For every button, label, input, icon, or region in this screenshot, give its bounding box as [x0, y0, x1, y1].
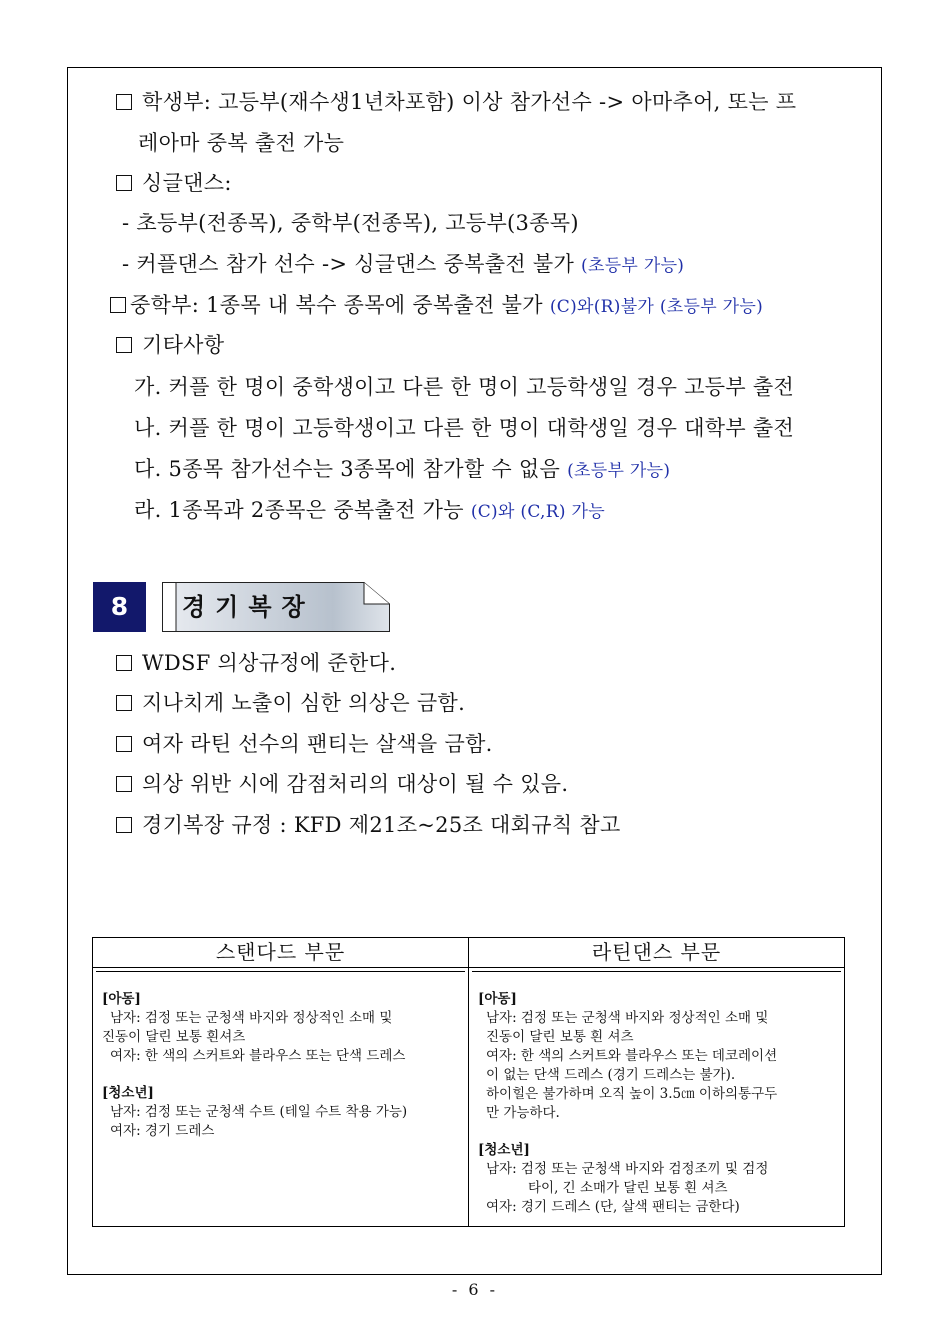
latin-youth-male-cont: 타이, 긴 소매가 달린 보통 흰 셔츠	[528, 1180, 728, 1196]
latin-child-heel: 하이힐은 불가하며 오직 높이 3.5㎝ 이하의통구두	[486, 1086, 778, 1102]
standard-youth-male: 남자: 검정 또는 군청색 수트 (테일 수트 착용 가능)	[110, 1104, 408, 1120]
standard-child-female: 여자: 한 색의 스커트와 블라우스 또는 단색 드레스	[110, 1048, 406, 1064]
standard-child-male-cont: 진동이 달린 보통 흰셔츠	[102, 1029, 246, 1045]
checkbox-bullet	[116, 695, 132, 711]
checkbox-bullet	[116, 655, 132, 671]
checkbox-bullet	[116, 817, 132, 833]
page-number: - 6 -	[451, 1280, 499, 1299]
latin-child-label: [아동]	[478, 991, 517, 1007]
checkbox-bullet	[116, 94, 132, 110]
rule-middle-school: 중학부: 1종목 내 복수 종목에 중복출전 불가 (C)와(R)불가 (초등부 가능)	[110, 290, 763, 322]
standard-youth-label: [청소년]	[102, 1085, 154, 1101]
latin-youth-male: 남자: 검정 또는 군청색 바지와 검정조끼 및 검정	[486, 1161, 769, 1177]
dress-code-table	[92, 937, 845, 1227]
cell-standard	[93, 968, 469, 1227]
section-title-badge	[162, 582, 390, 632]
rule-student-cont: 레아마 중복 출전 가능	[138, 131, 345, 155]
rule-etc-na: 나. 커플 한 명이 고등학생이고 다른 한 명이 대학생일 경우 대학부 출전	[134, 416, 795, 440]
dress-rule-1: WDSF 의상규정에 준한다.	[116, 648, 396, 678]
rule-etc-da: 다. 5종목 참가선수는 3종목에 참가할 수 없음 (초등부 가능)	[134, 457, 671, 481]
standard-youth-female: 여자: 경기 드레스	[110, 1123, 215, 1139]
rule-single-dance: 싱글댄스:	[116, 168, 232, 198]
dress-rule-5: 경기복장 규정 : KFD 제21조~25조 대회규칙 참고	[116, 810, 621, 840]
checkbox-bullet	[116, 736, 132, 752]
latin-youth-female: 여자: 경기 드레스 (단, 살색 팬티는 금한다)	[486, 1199, 740, 1215]
rule-student: 학생부: 고등부(재수생1년차포함) 이상 참가선수 -> 아마추어, 또는 프	[116, 87, 796, 117]
header-standard: 스탠다드 부문	[93, 938, 469, 968]
rule-couple-single: - 커플댄스 참가 선수 -> 싱글댄스 중복출전 불가 (초등부 가능)	[122, 252, 685, 276]
section-number-badge: 8	[93, 582, 146, 632]
rule-etc-ga: 가. 커플 한 명이 중학생이고 다른 한 명이 고등학생일 경우 고등부 출전	[134, 375, 795, 399]
latin-child-female-cont: 이 없는 단색 드레스 (경기 드레스는 불가).	[486, 1067, 736, 1083]
section-title: 경기복장	[182, 593, 315, 621]
latin-child-male: 남자: 검정 또는 군청색 바지와 정상적인 소매 및	[486, 1010, 769, 1026]
cell-latin	[469, 968, 845, 1227]
rule-single-divisions: - 초등부(전종목), 중학부(전종목), 고등부(3종목)	[122, 211, 579, 235]
checkbox-bullet	[110, 297, 126, 313]
latin-child-heel-cont: 만 가능하다.	[486, 1105, 560, 1121]
dress-rule-2: 지나치게 노출이 심한 의상은 금함.	[116, 688, 465, 718]
header-latin: 라틴댄스 부문	[469, 938, 845, 968]
checkbox-bullet	[116, 175, 132, 191]
rule-etc: 기타사항	[116, 330, 224, 360]
latin-child-female: 여자: 한 색의 스커트와 블라우스 또는 데코레이션	[486, 1048, 778, 1064]
checkbox-bullet	[116, 776, 132, 792]
standard-child-label: [아동]	[102, 991, 141, 1007]
rule-etc-ra: 라. 1종목과 2종목은 중복출전 가능 (C)와 (C,R) 가능	[134, 498, 605, 522]
dress-rule-4: 의상 위반 시에 감점처리의 대상이 될 수 있음.	[116, 769, 568, 799]
standard-child-male: 남자: 검정 또는 군청색 바지와 정상적인 소매 및	[110, 1010, 393, 1026]
latin-youth-label: [청소년]	[478, 1142, 530, 1158]
dress-rule-3: 여자 라틴 선수의 팬티는 살색을 금함.	[116, 729, 493, 759]
checkbox-bullet	[116, 337, 132, 353]
latin-child-male-cont: 진동이 달린 보통 흰 셔츠	[486, 1029, 634, 1045]
